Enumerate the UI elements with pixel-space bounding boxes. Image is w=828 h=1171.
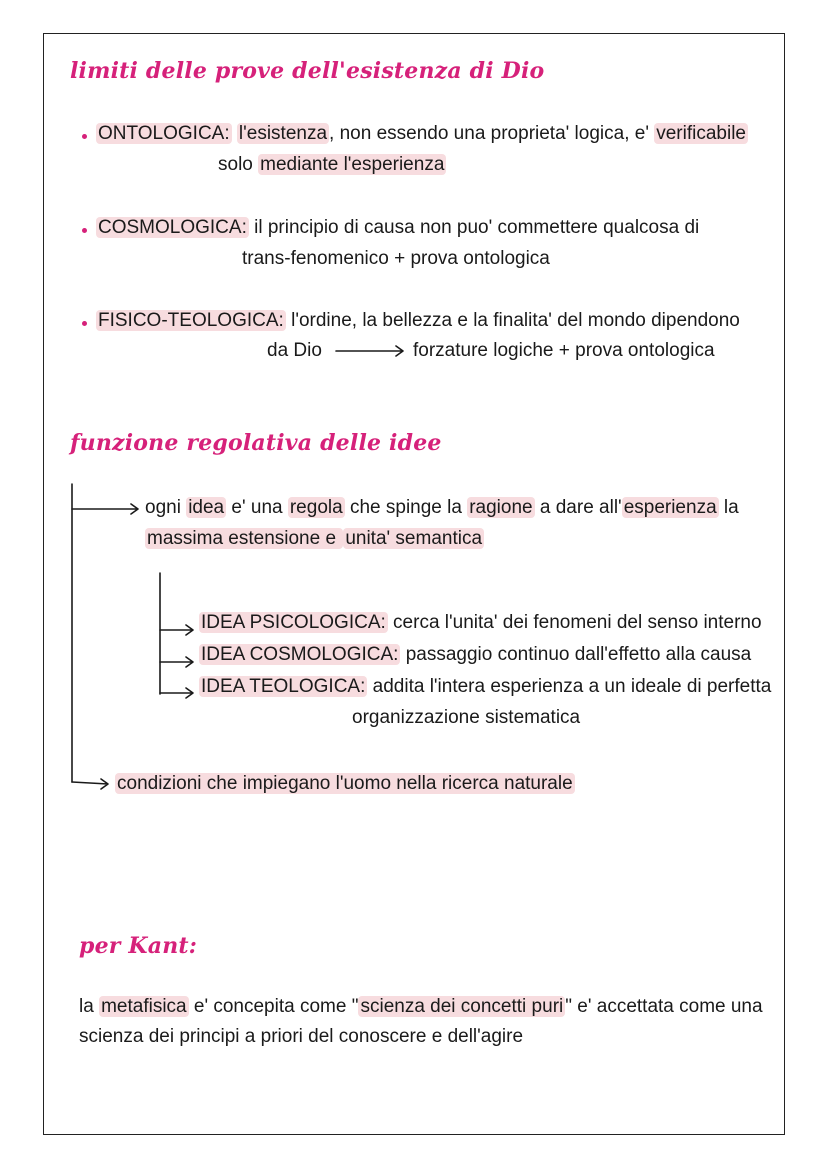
- ontologica-text: , non essendo una proprieta' logica, e': [329, 123, 655, 144]
- term-fisico-teologica: FISICO-TEOLOGICA:: [98, 310, 284, 331]
- hl-esperienza: esperienza: [623, 497, 717, 518]
- arrow-icon: [160, 625, 193, 635]
- term-ontologica: ONTOLOGICA:: [98, 123, 230, 144]
- kant-line-2: scienza dei principi a priori del conoscere e dell'agire: [79, 1026, 524, 1047]
- term-idea-psicologica: IDEA PSICOLOGICA:: [201, 612, 386, 633]
- hl-idea: idea: [188, 497, 225, 518]
- idea-desc: addita l'intera esperienza a un ideale di perfetta: [367, 676, 772, 697]
- arrow-icon: [160, 688, 193, 698]
- fisico-line-2b: forzature logiche + prova ontologica: [413, 340, 715, 361]
- ontologica-text-2: solo: [218, 154, 259, 175]
- hl-mediante: mediante l'esperienza: [260, 154, 445, 175]
- hl-unita: unita' semantica: [345, 528, 483, 549]
- rule-text: la: [718, 497, 739, 518]
- kant-text: " e' accettata come una: [565, 996, 763, 1017]
- section-title-limiti: limiti delle prove dell'esistenza di Dio: [70, 58, 545, 84]
- hl-metafisica: metafisica: [101, 996, 187, 1017]
- kant-text: e' concepita come ": [188, 996, 359, 1017]
- idea-desc: cerca l'unita' dei fenomeni del senso interno: [387, 612, 762, 633]
- hl-scienza-concetti: scienza dei concetti puri: [360, 996, 564, 1017]
- hl-condizioni: condizioni che impiegano l'uomo nella ricerca naturale: [117, 773, 573, 794]
- term-idea-teologica: IDEA TEOLOGICA:: [201, 676, 366, 697]
- fisico-text: l'ordine, la bellezza e la finalita' del mondo dipendono: [285, 310, 740, 331]
- fisico-line-2a: da Dio: [267, 340, 322, 361]
- arrow-icon: [72, 779, 108, 789]
- cosmologica-line-2: trans-fenomenico + prova ontologica: [242, 248, 550, 269]
- hl-massima: massima estensione e: [147, 528, 342, 549]
- hl-esistenza: l'esistenza: [238, 123, 328, 144]
- cosmologica-text: il principio di causa non puo' commettere qualcosa di: [248, 217, 700, 238]
- hl-verificabile: verificabile: [656, 123, 746, 144]
- term-cosmologica: COSMOLOGICA:: [98, 217, 247, 238]
- rule-text: a dare all': [534, 497, 622, 518]
- hl-ragione: ragione: [469, 497, 533, 518]
- kant-line-1: [79, 995, 763, 1019]
- rule-text: ogni: [145, 497, 187, 518]
- idea-teologica-line-2: organizzazione sistematica: [352, 707, 581, 728]
- idea-desc: passaggio continuo dall'effetto alla causa: [400, 644, 752, 665]
- rule-text: che spinge la: [344, 497, 468, 518]
- rule-text: e' una: [226, 497, 288, 518]
- term-idea-cosmologica: IDEA COSMOLOGICA:: [201, 644, 399, 665]
- section-title-funzione: funzione regolativa delle idee: [70, 430, 442, 456]
- arrow-icon: [336, 346, 403, 356]
- arrow-icon: [72, 504, 138, 514]
- hl-regola: regola: [289, 497, 343, 518]
- kant-text: la: [79, 996, 100, 1017]
- arrow-icon: [160, 657, 193, 667]
- section-title-kant: per Kant:: [79, 933, 198, 959]
